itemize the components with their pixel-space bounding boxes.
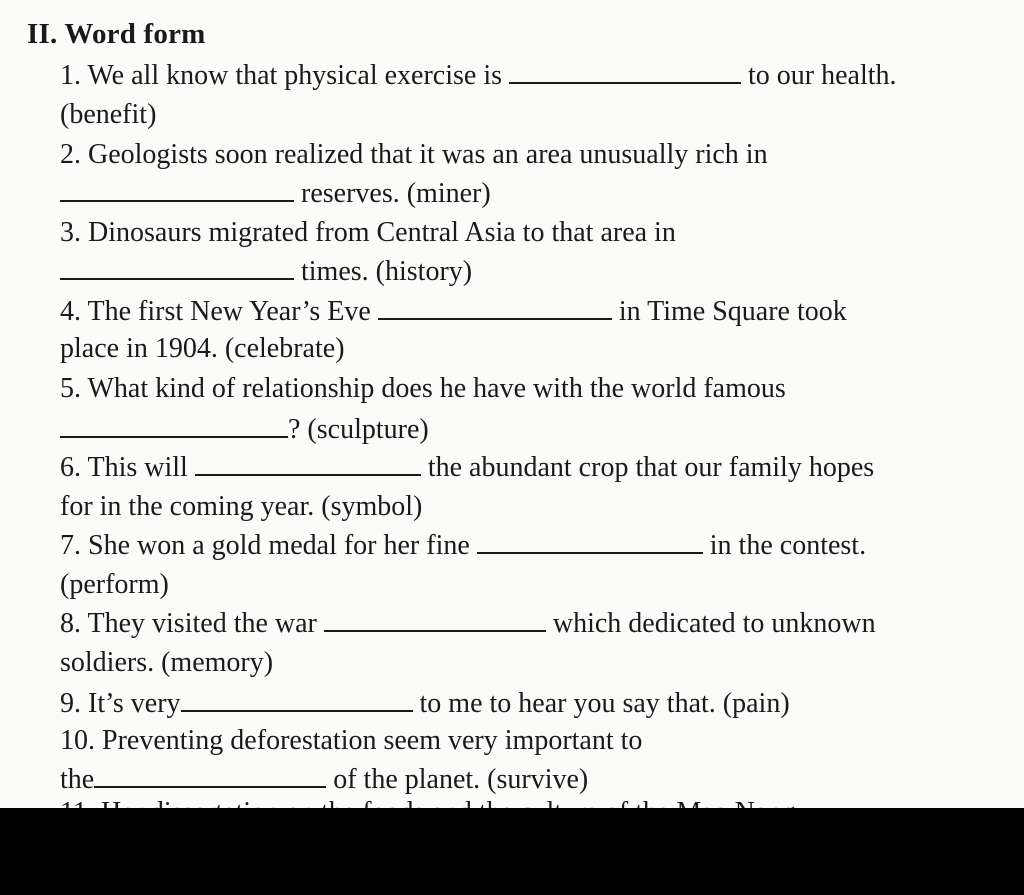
exercise-10-text-before: the [60, 764, 95, 795]
exercise-8-line-2: soldiers. (memory) [60, 647, 274, 678]
bottom-black-bar [0, 808, 1024, 895]
exercise-5-line-1: 5. What kind of relationship does he have with the world famous [60, 373, 786, 404]
answer-blank-4 [378, 294, 612, 320]
exercise-6-text-after: the abundant crop that our family hopes [420, 452, 875, 483]
answer-blank-3 [60, 254, 294, 280]
exercise-2-line-1: 2. Geologists soon realized that it was an area unusually rich in [60, 139, 768, 170]
exercise-7-line-1 [60, 528, 866, 563]
exercise-1-text-before: 1. We all know that physical exercise is [60, 60, 509, 91]
exercise-10-text-after: of the planet. (survive) [326, 764, 589, 795]
exercise-2-line-2 [60, 176, 491, 211]
exercise-4-line-1 [60, 294, 847, 329]
section-title: II. Word form [27, 18, 206, 50]
exercise-9-text-after: to me to hear you say that. (pain) [412, 688, 790, 719]
exercise-7-line-2: (perform) [60, 569, 169, 600]
exercise-4-line-2: place in 1904. (celebrate) [60, 333, 345, 364]
answer-blank-5 [60, 412, 288, 438]
exercise-6-text-before: 6. This will [60, 452, 195, 483]
answer-blank-2 [60, 176, 294, 202]
answer-blank-9 [181, 686, 413, 712]
answer-blank-10 [94, 762, 326, 788]
exercise-1-line-2: (benefit) [60, 99, 157, 130]
answer-blank-1 [509, 58, 741, 84]
exercise-8-text-after: which dedicated to unknown [545, 608, 876, 639]
exercise-3-line-2 [60, 254, 472, 289]
exercise-5-line-2 [60, 412, 429, 447]
exercise-2-text-after: reserves. (miner) [294, 178, 491, 209]
answer-blank-6 [195, 450, 421, 476]
exercise-1-text-after: to our health. [741, 60, 897, 91]
exercise-10-line-1: 10. Preventing deforestation seem very important to [60, 725, 643, 756]
exercise-9-line-1 [60, 686, 790, 721]
exercise-9-text-before: 9. It’s very [60, 688, 181, 719]
exercise-6-line-2: for in the coming year. (symbol) [60, 491, 423, 522]
exercise-3-line-1: 3. Dinosaurs migrated from Central Asia to that area in [60, 217, 676, 248]
exercise-8-line-1 [60, 606, 876, 641]
exercise-11-cut-off-line [60, 796, 795, 808]
exercise-6-line-1 [60, 450, 874, 485]
answer-blank-7 [477, 528, 703, 554]
exercise-1-line-1 [60, 58, 897, 93]
exercise-7-text-before: 7. She won a gold medal for her fine [60, 530, 477, 561]
exercise-8-text-before: 8. They visited the war [60, 608, 324, 639]
exercise-7-text-after: in the contest. [702, 530, 867, 561]
exercise-10-line-2 [60, 762, 588, 797]
exercise-5-text-after: ? (sculpture) [288, 414, 429, 445]
exercise-4-text-after: in Time Square took [611, 296, 847, 327]
exercise-3-text-after: times. (history) [294, 256, 473, 287]
answer-blank-8 [324, 606, 546, 632]
exercise-4-text-before: 4. The first New Year’s Eve [60, 296, 378, 327]
